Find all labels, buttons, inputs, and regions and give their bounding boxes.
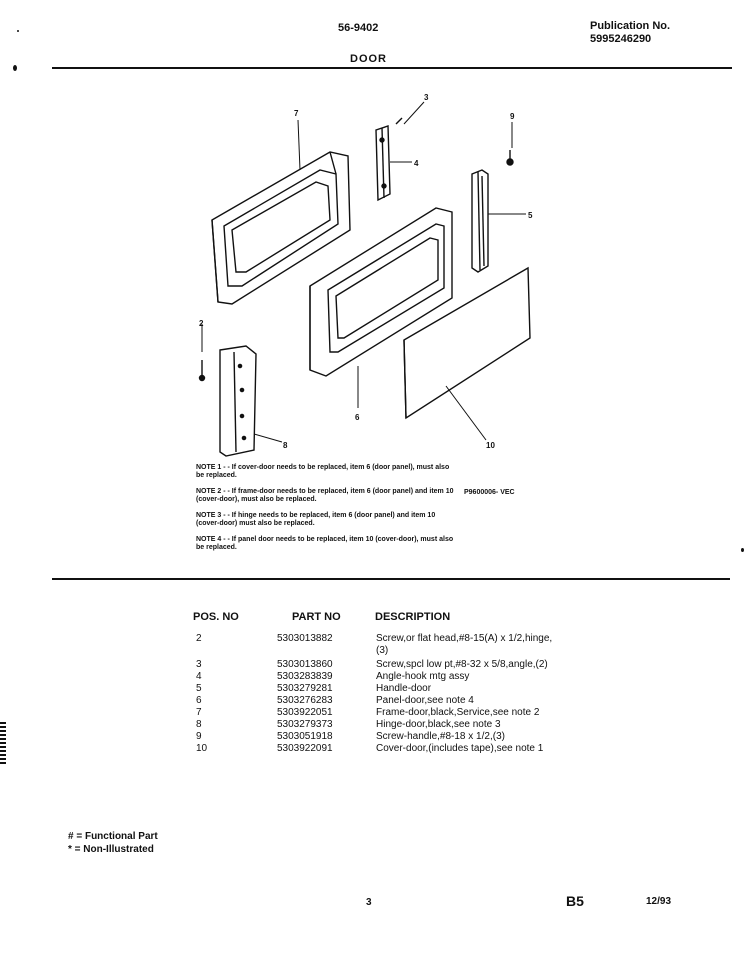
- part-no: 5303279373: [277, 719, 333, 730]
- door-exploded-diagram: [190, 90, 550, 460]
- section-divider: [52, 578, 730, 580]
- scan-speck: [17, 30, 19, 32]
- page-number: 3: [366, 897, 372, 908]
- callout-3: 3: [424, 93, 429, 102]
- pos-no: 10: [196, 743, 208, 754]
- publication-label: Publication No.: [590, 20, 671, 32]
- description: Panel-door,see note 4: [376, 695, 474, 706]
- description: Angle-hook mtg assy: [376, 671, 470, 682]
- part-no: 5303013882: [277, 633, 333, 644]
- description: Screw-handle,#8-18 x 1/2,(3): [376, 731, 505, 742]
- callout-7: 7: [294, 109, 299, 118]
- callout-5: 5: [528, 211, 533, 220]
- header-part-no: PART NO: [292, 611, 341, 623]
- legend-functional: # = Functional Part: [68, 831, 158, 842]
- revision-date: 12/93: [646, 896, 672, 907]
- callout-9: 9: [510, 112, 515, 121]
- angle-hook-illustration: [376, 126, 390, 200]
- publication-number: 5995246290: [590, 33, 652, 45]
- pos-no: 7: [196, 707, 202, 718]
- callout-labels: [199, 93, 533, 450]
- header-description: DESCRIPTION: [375, 611, 451, 623]
- pos-no: 8: [196, 719, 202, 730]
- section-title: DOOR: [350, 53, 387, 65]
- scan-speck: [13, 65, 17, 71]
- callout-10: 10: [486, 441, 495, 450]
- callout-8: 8: [283, 441, 288, 450]
- frame-door-illustration: [212, 152, 350, 304]
- pos-no: 5: [196, 683, 202, 694]
- door-panel-illustration: [310, 208, 452, 376]
- pos-no: 3: [196, 659, 202, 670]
- note-3: NOTE 3 - - If hinge needs to be replaced, item 6 (door panel) and item 10 (cover-door) must also be replaced.: [196, 512, 436, 527]
- hinge-illustration: [220, 346, 256, 456]
- callout-6: 6: [355, 413, 360, 422]
- cover-door-illustration: [404, 268, 530, 418]
- section-code: B5: [566, 893, 584, 909]
- legend: [68, 830, 158, 856]
- pos-no: 9: [196, 731, 202, 742]
- notes-block: [196, 464, 456, 560]
- pos-no: 4: [196, 671, 202, 682]
- part-no: 5303051918: [277, 731, 333, 742]
- part-no: 5303279281: [277, 683, 333, 694]
- figure-code: P9600006- VEC: [464, 489, 515, 496]
- part-no: 5303013860: [277, 659, 333, 670]
- legend-non-illustrated: * = Non-Illustrated: [68, 844, 154, 855]
- scan-speck: [741, 548, 744, 552]
- handle-illustration: [472, 170, 488, 272]
- pos-no: 2: [196, 633, 202, 644]
- publication-block: [590, 20, 670, 46]
- part-no: 5303276283: [277, 695, 333, 706]
- pos-no: 6: [196, 695, 202, 706]
- header-pos-no: POS. NO: [193, 611, 239, 623]
- description: Screw,spcl low pt,#8-32 x 5/8,angle,(2): [376, 659, 548, 670]
- note-4: NOTE 4 - - If panel door needs to be replaced, item 10 (cover-door), must also be replaced.: [196, 536, 454, 551]
- callout-4: 4: [414, 159, 419, 168]
- scan-edge-mark: [0, 722, 6, 764]
- description-continued: (3): [376, 645, 389, 656]
- header-divider: [52, 67, 732, 69]
- note-1: NOTE 1 - - If cover-door needs to be replaced, item 6 (door panel), must also be replaced.: [196, 464, 450, 479]
- description: Handle-door: [376, 683, 432, 694]
- description: Frame-door,black,Service,see note 2: [376, 707, 540, 718]
- description: Cover-door,(includes tape),see note 1: [376, 743, 544, 754]
- part-no: 5303283839: [277, 671, 333, 682]
- description: Screw,or flat head,#8-15(A) x 1/2,hinge,: [376, 633, 553, 644]
- callout-2: 2: [199, 319, 204, 328]
- description: Hinge-door,black,see note 3: [376, 719, 501, 730]
- model-number: 56-9402: [338, 22, 379, 34]
- note-2: NOTE 2 - - If frame-door needs to be replaced, item 6 (door panel) and item 10 (cover-door), must also be replaced.: [196, 488, 454, 503]
- part-no: 5303922091: [277, 743, 333, 754]
- part-no: 5303922051: [277, 707, 333, 718]
